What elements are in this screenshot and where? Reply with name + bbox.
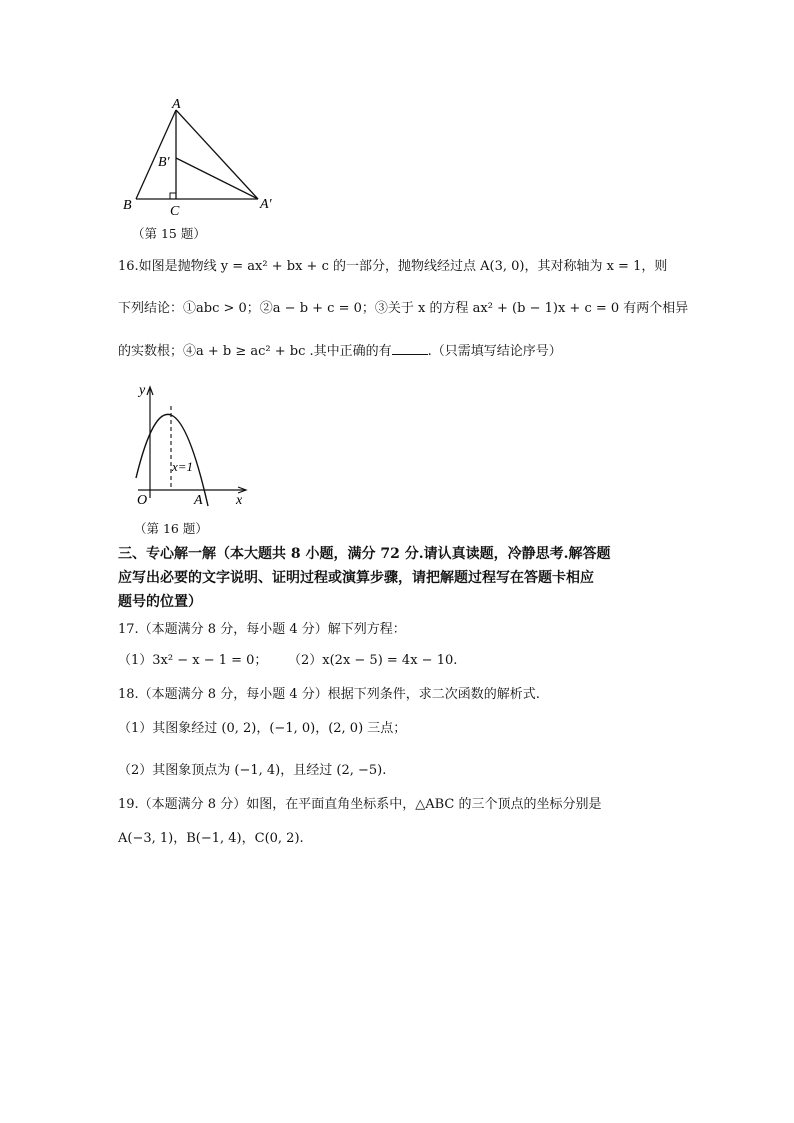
figure-15-triangle (118, 96, 288, 221)
segment-bprime-aprime (176, 158, 258, 199)
label-b: B (123, 198, 132, 213)
figure-16-parabola (128, 378, 258, 508)
q16-line-3-tail: .（只需填写结论序号） (427, 344, 562, 359)
section-3-heading-line-2: 应写出必要的文字说明、证明过程或演算步骤，请把解题过程写在答题卡相应 (118, 570, 594, 586)
label-y: y (139, 383, 146, 398)
q19-line-2: A(−3, 1)，B(−1, 4)，C(0, 2). (118, 831, 304, 846)
q16-line-3 (118, 342, 562, 361)
label-axis-equation: x=1 (172, 459, 194, 474)
q16-line-1: 16.如图是抛物线 y = ax² + bx + c 的一部分，抛物线经过点 A(3, 0)，其对称轴为 x = 1，则 (118, 259, 668, 274)
side-ab (136, 110, 176, 199)
q17-part-1: （1）3x² − x − 1 = 0； (118, 653, 268, 668)
q17-title: 17.（本题满分 8 分，每小题 4 分）解下列方程： (118, 622, 406, 637)
q18-title: 18.（本题满分 8 分，每小题 4 分）根据下列条件，求二次函数的解析式. (118, 687, 540, 702)
q19-line-1: 19.（本题满分 8 分）如图，在平面直角坐标系中，△ABC 的三个顶点的坐标分别是 (118, 797, 602, 812)
q17-part-2: （2）x(2x − 5) = 4x − 10. (288, 653, 458, 668)
label-b-prime: B′ (158, 155, 170, 170)
section-3-heading-line-3: 题号的位置） (118, 594, 202, 610)
q18-part-1: （1）其图象经过 (0, 2)，(−1, 0)，(2, 0) 三点； (118, 721, 407, 736)
q18-part-2: （2）其图象顶点为 (−1, 4)，且经过 (2, −5). (118, 763, 387, 778)
label-point-a: A (194, 493, 203, 508)
label-origin: O (137, 493, 148, 508)
figure-16-caption: （第 16 题） (134, 521, 208, 536)
section-3-heading-line-1: 三、专心解一解（本大题共 8 小题，满分 72 分.请认真读题，冷静思考.解答题 (118, 546, 611, 562)
label-x: x (236, 493, 243, 508)
figure-15-caption: （第 15 题） (132, 226, 206, 241)
q16-line-2: 下列结论：①abc > 0；②a − b + c = 0；③关于 x 的方程 ax² + (b − 1)x + c = 0 有两个相异 (118, 301, 689, 316)
label-c: C (170, 204, 180, 219)
label-a-prime: A′ (260, 197, 272, 212)
q16-line-3-text: 的实数根；④a + b ≥ ac² + bc .其中正确的有 (118, 344, 392, 359)
answer-blank[interactable] (392, 342, 428, 355)
side-a-aprime (176, 110, 258, 199)
right-angle-mark (170, 193, 176, 199)
label-a: A (172, 97, 181, 112)
